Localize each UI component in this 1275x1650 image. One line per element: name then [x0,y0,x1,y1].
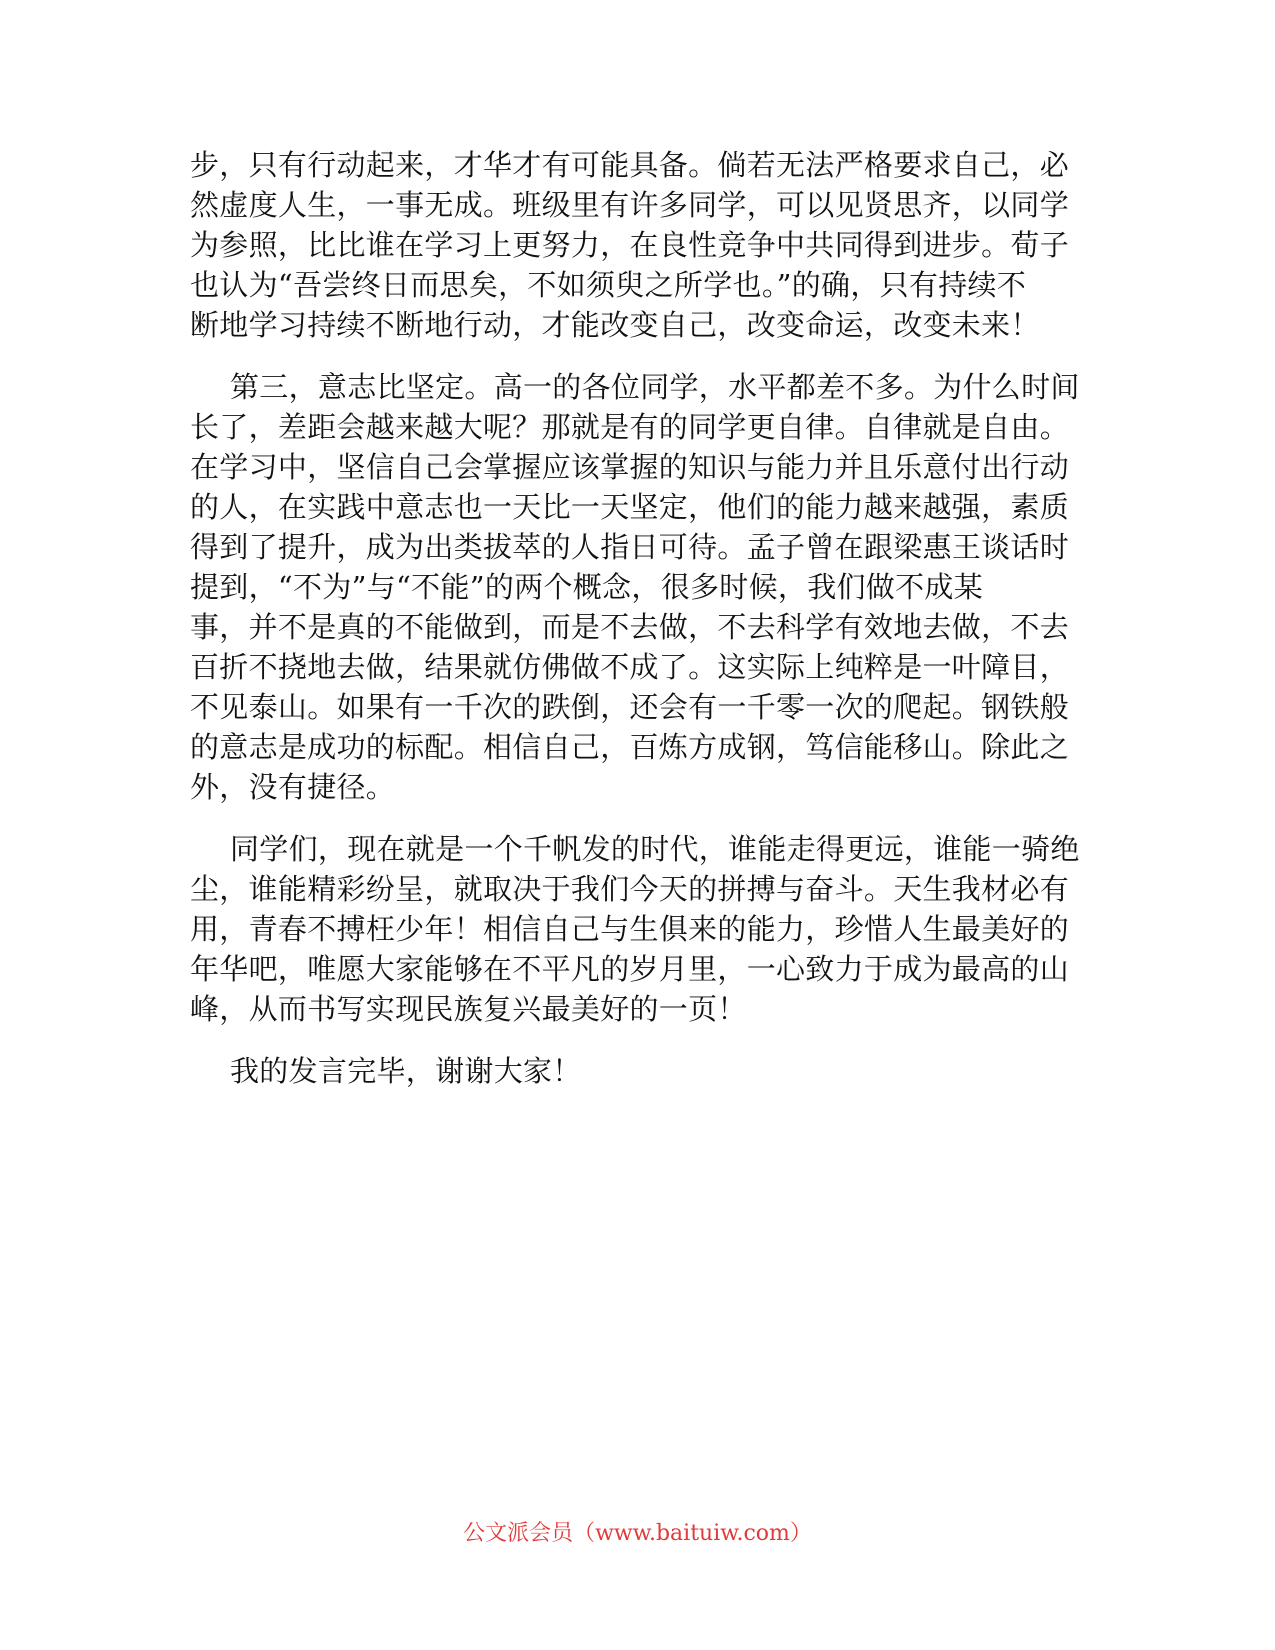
paragraph-3 [190,829,1090,1029]
paragraph-gap [190,807,1090,829]
paragraph-4 [190,1051,1090,1091]
text-line: 外，没有捷径。 [190,770,396,804]
text-line: 我的发言完毕，谢谢大家！ [230,1054,582,1088]
text-line: 为参照，比比谁在学习上更努力，在良性竞争中共同得到进步。荀子 [190,228,1070,262]
paragraph-2 [190,367,1090,807]
paragraph-gap [190,1029,1090,1051]
text-line: 峰，从而书写实现民族复兴最美好的一页！ [190,992,747,1026]
text-line: 长了，差距会越来越大呢？那就是有的同学更自律。自律就是自由。 [190,410,1070,444]
text-line: 第三，意志比坚定。高一的各位同学，水平都差不多。为什么时间 [230,370,1080,404]
text-line: 的意志是成功的标配。相信自己，百炼方成钢，笃信能移山。除此之 [190,730,1070,764]
text-line: 断地学习持续不断地行动，才能改变自己，改变命运，改变未来！ [190,308,1040,342]
text-line: 步，只有行动起来，才华才有可能具备。倘若无法严格要求自己，必 [190,148,1070,182]
text-line: 尘，谁能精彩纷呈，就取决于我们今天的拼搏与奋斗。天生我材必有 [190,872,1070,906]
text-line: 然虚度人生，一事无成。班级里有许多同学，可以见贤思齐，以同学 [190,188,1070,222]
paragraph-gap [190,345,1090,367]
text-line: 同学们，现在就是一个千帆发的时代，谁能走得更远，谁能一骑绝 [230,832,1080,866]
text-line: 提到，“不为”与“不能”的两个概念，很多时候，我们做不成某 [190,570,984,604]
text-line: 在学习中，坚信自己会掌握应该掌握的知识与能力并且乐意付出行动 [190,450,1070,484]
text-line: 不见泰山。如果有一千次的跌倒，还会有一千零一次的爬起。钢铁般 [190,690,1070,724]
text-line: 的人，在实践中意志也一天比一天坚定，他们的能力越来越强，素质 [190,490,1070,524]
text-line: 年华吧，唯愿大家能够在不平凡的岁月里，一心致力于成为最高的山 [190,952,1070,986]
text-line: 事，并不是真的不能做到，而是不去做，不去科学有效地去做，不去 [190,610,1070,644]
text-line: 得到了提升，成为出类拔萃的人指日可待。孟子曾在跟梁惠王谈话时 [190,530,1070,564]
footer-watermark: 公文派会员（www.baituiw.com） [463,1521,812,1546]
text-line: 百折不挠地去做，结果就仿佛做不成了。这实际上纯粹是一叶障目， [190,650,1070,684]
text-line: 用，青春不搏枉少年！相信自己与生俱来的能力，珍惜人生最美好的 [190,912,1070,946]
paragraph-1 [190,145,1090,345]
body-text [190,145,1090,1091]
text-line: 也认为“吾尝终日而思矣，不如须臾之所学也。”的确，只有持续不 [190,268,1027,302]
